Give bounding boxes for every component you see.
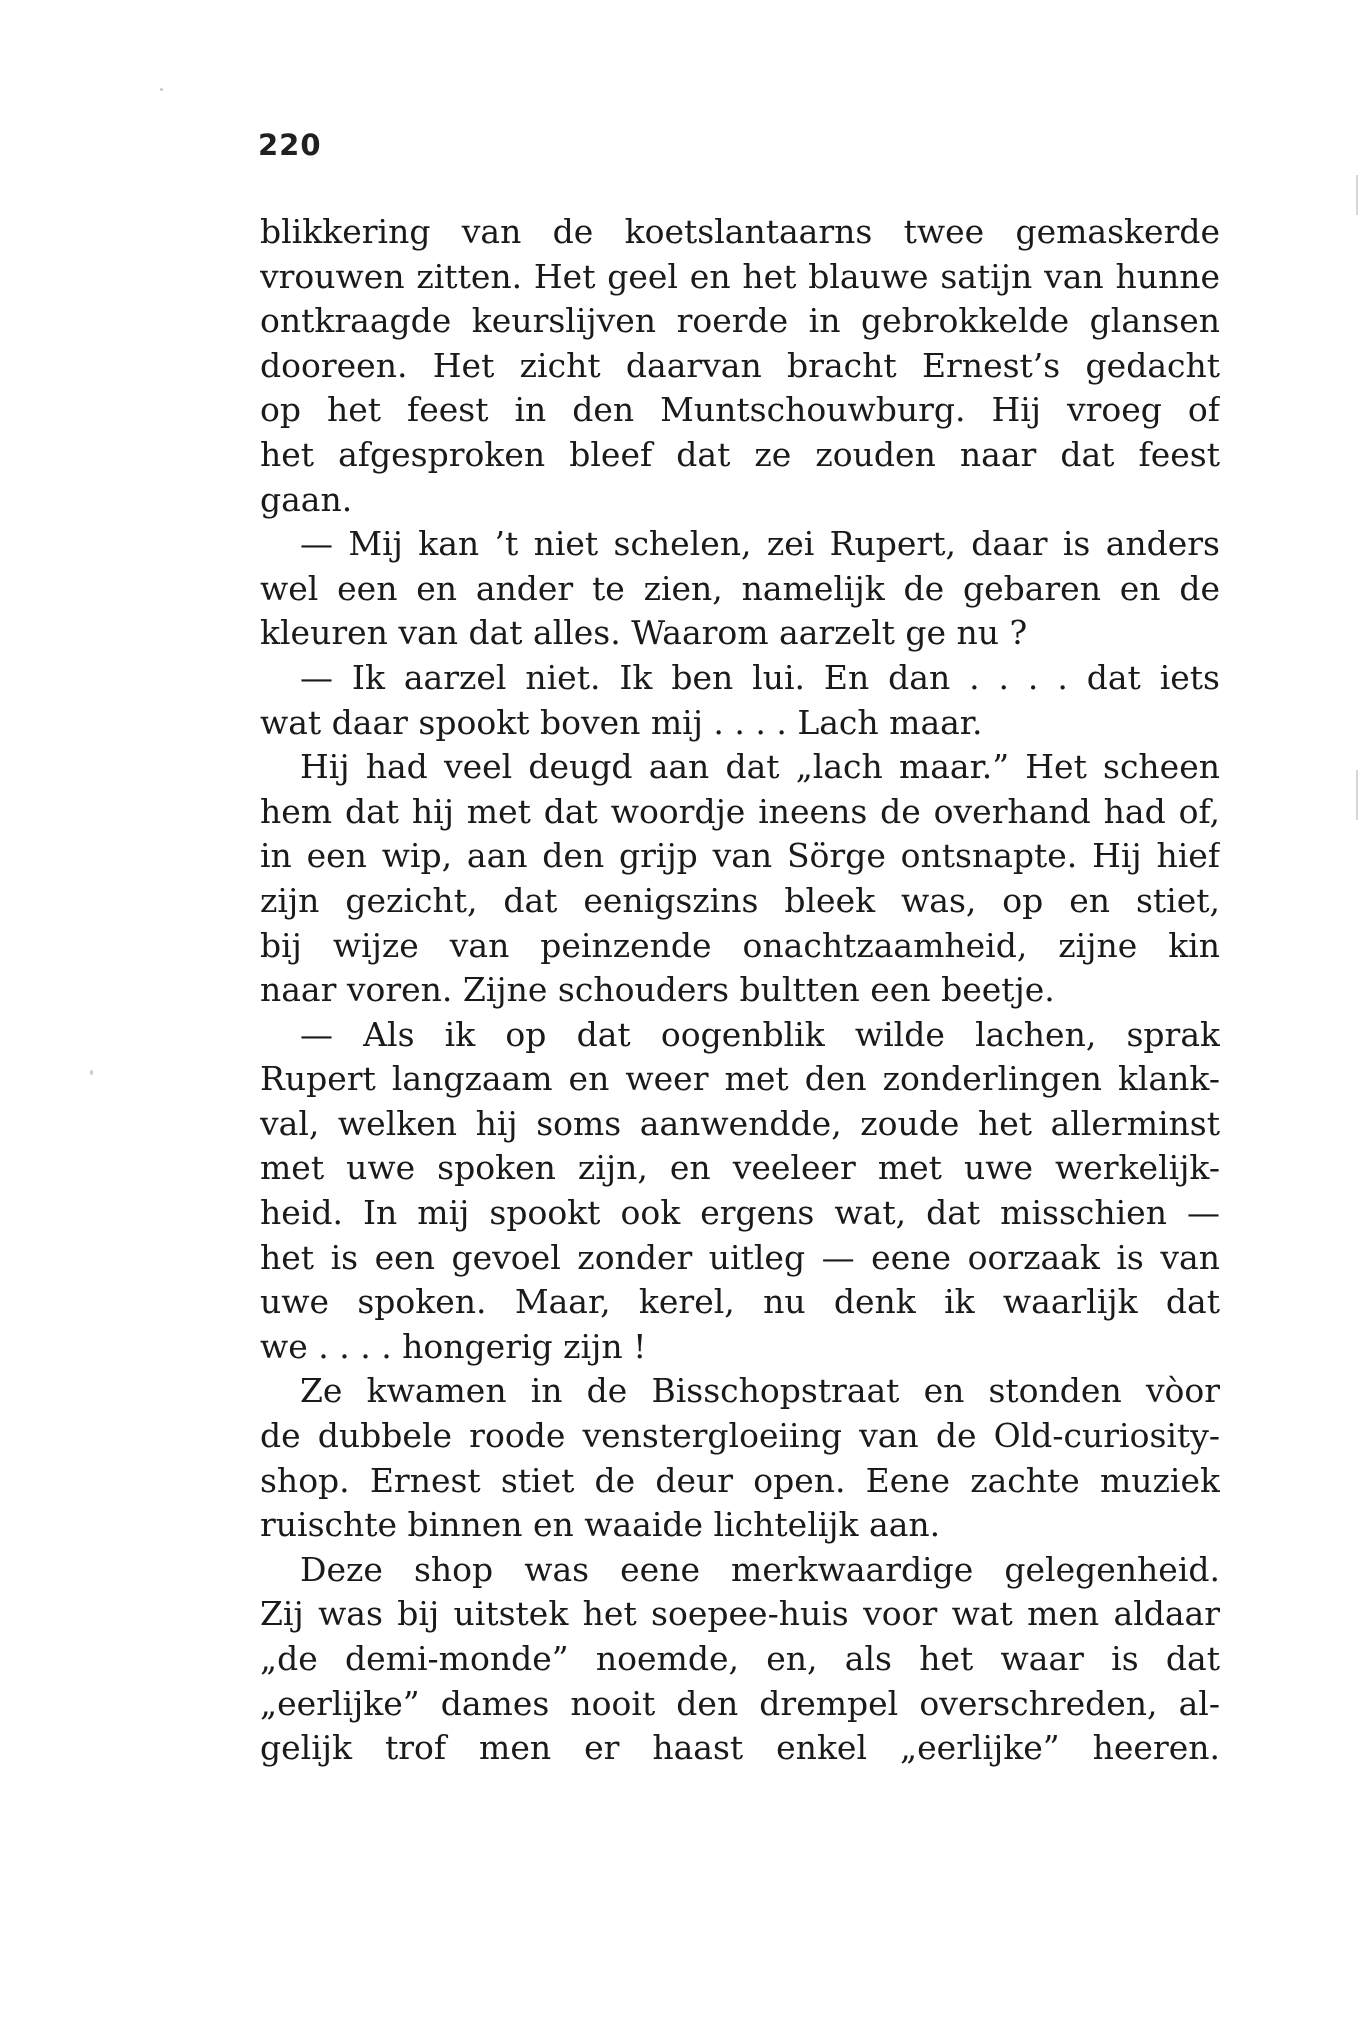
text-line: shop. Ernest stiet de deur open. Eene zachte muziek — [260, 1460, 1220, 1500]
text-line: — Ik aarzel niet. Ik ben lui. En dan . . . . dat iets — [300, 657, 1220, 697]
text-line: dooreen. Het zicht daarvan bracht Ernest’s gedacht — [260, 345, 1220, 385]
scan-speck — [160, 88, 163, 91]
text-line: wel een en ander te zien, namelijk de gebaren en de — [260, 568, 1220, 608]
text-line: — Als ik op dat oogenblik wilde lachen, sprak — [300, 1014, 1220, 1054]
text-line: kleuren van dat alles. Waarom aarzelt ge nu ? — [260, 613, 1028, 653]
text-line: blikkering van de koetslantaarns twee gemaskerde — [260, 212, 1220, 251]
text-line: naar voren. Zijne schouders bultten een beetje. — [260, 970, 1055, 1010]
text-line: Deze shop was eene merkwaardige gelegenheid. — [300, 1549, 1220, 1589]
text-line: op het feest in den Muntschouwburg. Hij vroeg of — [260, 390, 1220, 430]
scan-speck — [90, 1070, 93, 1075]
scan-edge-mark — [1356, 770, 1358, 820]
scan-edge-mark — [1356, 175, 1358, 215]
text-line: gelijk trof men er haast enkel „eerlijke” heeren. — [260, 1728, 1220, 1768]
text-line: Hij had veel deugd aan dat „lach maar.” Het scheen — [300, 747, 1220, 787]
text-line: Rupert langzaam en weer met den zonderlingen klank- — [260, 1059, 1220, 1099]
text-line: uwe spoken. Maar, kerel, nu denk ik waarlijk dat — [260, 1282, 1220, 1322]
text-line: we . . . . hongerig zijn ! — [260, 1326, 647, 1366]
text-line: met uwe spoken zijn, en veeleer met uwe werkelijk- — [260, 1148, 1220, 1188]
page-number: 220 — [258, 128, 322, 162]
text-line: vrouwen zitten. Het geel en het blauwe satijn van hunne — [260, 256, 1220, 296]
text-line: „de demi-monde” noemde, en, als het waar is dat — [260, 1639, 1220, 1678]
text-line: zijn gezicht, dat eenigszins bleek was, op en stiet, — [260, 880, 1220, 920]
text-line: — Mij kan ’t niet schelen, zei Rupert, daar is anders — [300, 524, 1220, 564]
text-line: het afgesproken bleef dat ze zouden naar dat feest — [260, 434, 1220, 474]
text-line: val, welken hij soms aanwendde, zoude het allerminst — [260, 1103, 1220, 1143]
text-line: ontkraagde keurslijven roerde in gebrokkelde glansen — [260, 301, 1220, 341]
text-line: hem dat hij met dat woordje ineens de overhand had of, — [260, 791, 1220, 831]
text-line: de dubbele roode venstergloeiing van de Old-curiosity- — [260, 1416, 1220, 1456]
text-line: wat daar spookt boven mij . . . . Lach maar. — [260, 702, 983, 742]
text-line: Zij was bij uitstek het soepee-huis voor wat men aldaar — [260, 1594, 1220, 1634]
text-line: Ze kwamen in de Bisschopstraat en stonden vòor — [300, 1371, 1220, 1411]
text-line: gaan. — [260, 479, 353, 519]
body-text — [260, 210, 1220, 1771]
text-line: het is een gevoel zonder uitleg — eene oorzaak is van — [260, 1237, 1220, 1277]
text-line: in een wip, aan den grijp van Sörge ontsnapte. Hij hief — [260, 836, 1220, 876]
text-line: heid. In mij spookt ook ergens wat, dat misschien — — [260, 1193, 1220, 1233]
text-line: bij wijze van peinzende onachtzaamheid, zijne kin — [260, 925, 1220, 965]
text-line: ruischte binnen en waaide lichtelijk aan. — [260, 1505, 941, 1545]
text-line: „eerlijke” dames nooit den drempel overschreden, al- — [260, 1683, 1220, 1723]
